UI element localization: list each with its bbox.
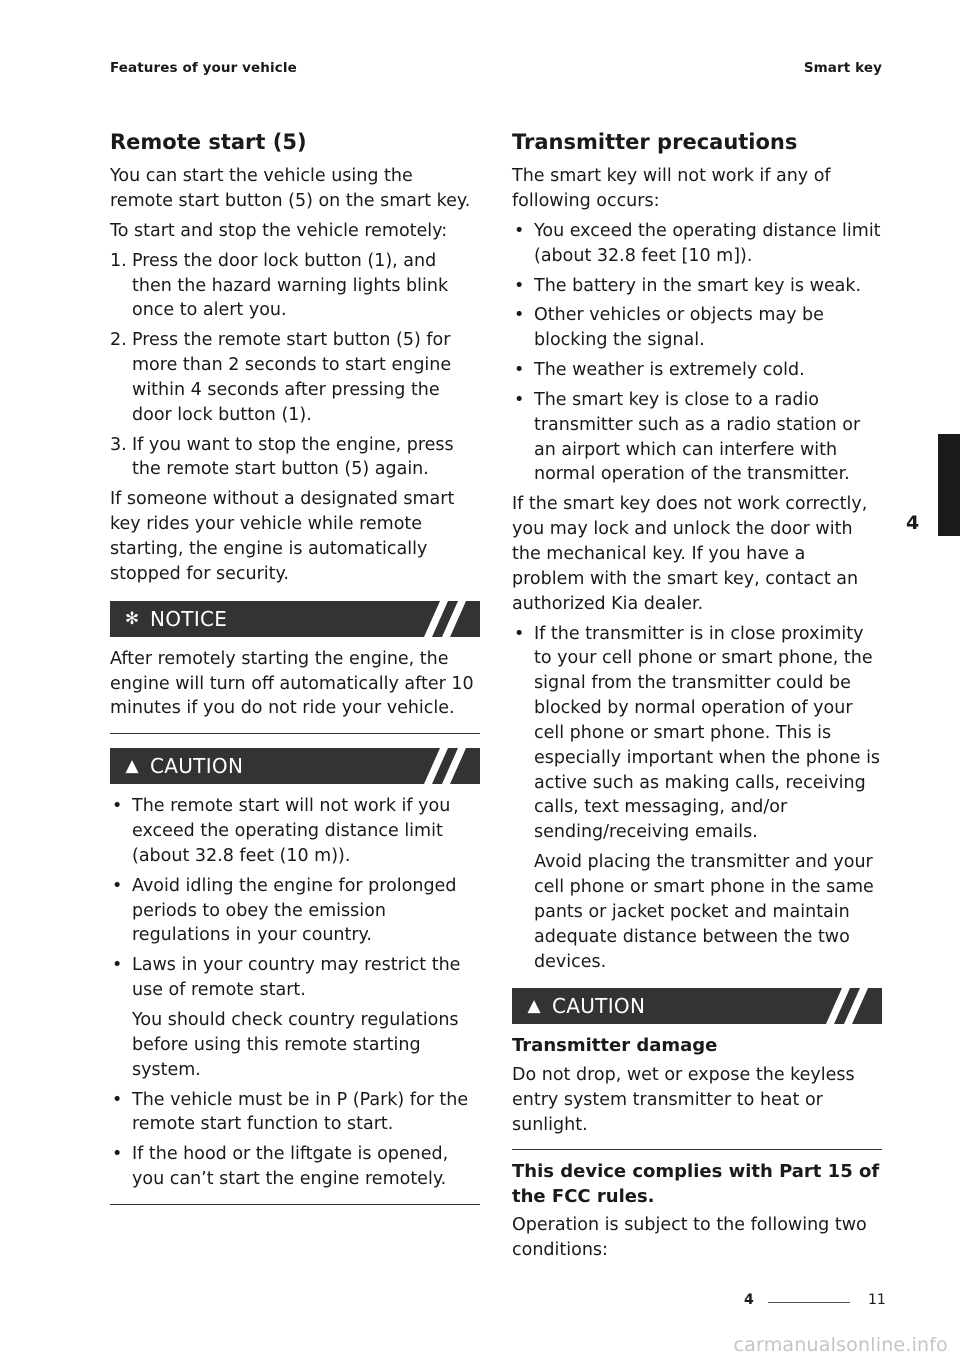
caution-item: [110, 874, 480, 949]
bullet: •: [514, 389, 525, 410]
condition-text: The smart key is close to a radio transmitter such as a radio station or an airport which can interfere with normal operation of the transmitter.: [534, 389, 861, 485]
condition-item: [512, 274, 882, 299]
condition-item: [512, 303, 882, 353]
step-text: Press the remote start button (5) for more than 2 seconds to start engine within 4 seconds after pressing the door lock button (1).: [132, 330, 452, 425]
caution-item: [110, 794, 480, 869]
caution-banner-right: [512, 988, 882, 1024]
caution-list-2: [110, 1088, 480, 1192]
step-item: [110, 433, 480, 483]
proximity-item: [512, 622, 882, 846]
condition-text: The battery in the smart key is weak.: [534, 275, 862, 296]
fcc-heading: This device complies with Part 15 of the FCC rules.: [512, 1161, 880, 1207]
transmitter-conditions-list: [512, 219, 882, 487]
chapter-side-tab: [938, 434, 960, 536]
condition-text: Other vehicles or objects may be blocking the signal.: [534, 305, 824, 351]
fcc-text: Operation is subject to the following two conditions:: [512, 1215, 867, 1261]
steps-list: [110, 249, 480, 483]
bullet: •: [112, 796, 123, 817]
chapter-tab-number: 4: [906, 512, 920, 534]
caution-item: [110, 1088, 480, 1138]
bullet: •: [514, 275, 525, 296]
transmitter-damage-text: Do not drop, wet or expose the keyless entry system transmitter to heat or sunlight.: [512, 1064, 855, 1135]
warning-triangle-icon: ▲: [125, 756, 139, 777]
caution-end-rule: [110, 1204, 480, 1205]
caution-item-text: The remote start will not work if you exceed the operating distance limit (about 32.8 feet (10 m)).: [132, 796, 451, 866]
right-column: [512, 130, 882, 1268]
step-number: 2.: [110, 330, 127, 351]
watermark: carmanualsonline.info: [733, 1334, 948, 1356]
caution-item-text: Laws in your country may restrict the use of remote start.: [132, 955, 461, 1001]
caution-banner-left: [110, 748, 480, 784]
step-text: Press the door lock button (1), and then the hazard warning lights blink once to alert you.: [132, 250, 449, 321]
notice-banner: [110, 601, 480, 637]
banner-stripes-icon: [410, 748, 480, 784]
banner-stripes-icon: [812, 988, 882, 1024]
remote-start-intro: You can start the vehicle using the remote start button (5) on the smart key.: [110, 166, 471, 212]
caution-continuation: You should check country regulations before using this remote starting system.: [132, 1009, 459, 1080]
section-title-remote-start: Remote start (5): [110, 130, 307, 154]
transmitter-intro: The smart key will not work if any of following occurs:: [512, 166, 831, 212]
transmitter-damage-heading: Transmitter damage: [512, 1035, 718, 1057]
notice-text: After remotely starting the engine, the engine will turn off automatically after 10 minutes if you do not ride your vehicle.: [110, 648, 474, 719]
caution-item: [110, 1142, 480, 1192]
proximity-text: If the transmitter is in close proximity to your cell phone or smart phone, the signal from the transmitter could be blocked by normal operation of your cell phone or smart phone. This is especially important when the phone is active such as making calls, receiving calls, text messaging, and/or sending/receiving emails.: [534, 623, 881, 843]
running-header-right: Smart key: [803, 60, 882, 76]
bullet: •: [514, 220, 525, 241]
caution-item-text: The vehicle must be in P (Park) for the remote start function to start.: [132, 1089, 469, 1135]
bullet: •: [112, 955, 123, 976]
condition-text: The weather is extremely cold.: [534, 360, 805, 381]
caution-list: [110, 794, 480, 1003]
step-text: If you want to stop the engine, press the remote start button (5) again.: [132, 434, 454, 480]
notice-end-rule: [110, 733, 480, 734]
caution-end-rule: [512, 1149, 882, 1150]
bullet: •: [514, 360, 525, 381]
caution-item-text: If the hood or the liftgate is opened, you can’t start the engine remotely.: [132, 1144, 449, 1190]
footer-page-number: 11: [868, 1292, 886, 1308]
section-title-transmitter: Transmitter precautions: [512, 130, 798, 154]
steps-intro: To start and stop the vehicle remotely:: [110, 220, 448, 241]
bullet: •: [112, 1089, 123, 1110]
running-header-left: Features of your vehicle: [110, 60, 297, 76]
condition-item: [512, 388, 882, 487]
footer-chapter-number: 4: [744, 1292, 754, 1308]
bullet: •: [514, 305, 525, 326]
left-column: [110, 130, 480, 1215]
caution-item-text: Avoid idling the engine for prolonged periods to obey the emission regulations in your country.: [132, 875, 457, 946]
bullet: •: [514, 623, 525, 644]
condition-item: [512, 358, 882, 383]
proximity-list: [512, 622, 882, 846]
bullet: •: [112, 875, 123, 896]
step-number: 1.: [110, 250, 127, 271]
notice-star-icon: ✻: [124, 608, 140, 629]
step-number: 3.: [110, 434, 127, 455]
caution-label: CAUTION: [150, 754, 244, 779]
mechanical-key-paragraph: If the smart key does not work correctly, you may lock and unlock the door with the mechanical key. If you have a problem with the smart key, contact an authorized Kia dealer.: [512, 494, 868, 614]
step-item: [110, 249, 480, 324]
proximity-continuation: Avoid placing the transmitter and your cell phone or smart phone in the same pants or jacket pocket and maintain adequate distance between the two devices.: [534, 852, 874, 972]
banner-stripes-icon: [410, 601, 480, 637]
condition-item: [512, 219, 882, 269]
step-item: [110, 328, 480, 427]
notice-label: NOTICE: [150, 606, 228, 631]
warning-triangle-icon: ▲: [527, 996, 541, 1017]
bullet: •: [112, 1144, 123, 1165]
caution-label: CAUTION: [552, 994, 646, 1019]
condition-text: You exceed the operating distance limit (about 32.8 feet [10 m]).: [534, 220, 881, 266]
security-paragraph: If someone without a designated smart key rides your vehicle while remote starting, the engine is automatically stopped for security.: [110, 489, 455, 584]
caution-item: [110, 953, 480, 1003]
footer-divider: [768, 1302, 850, 1303]
